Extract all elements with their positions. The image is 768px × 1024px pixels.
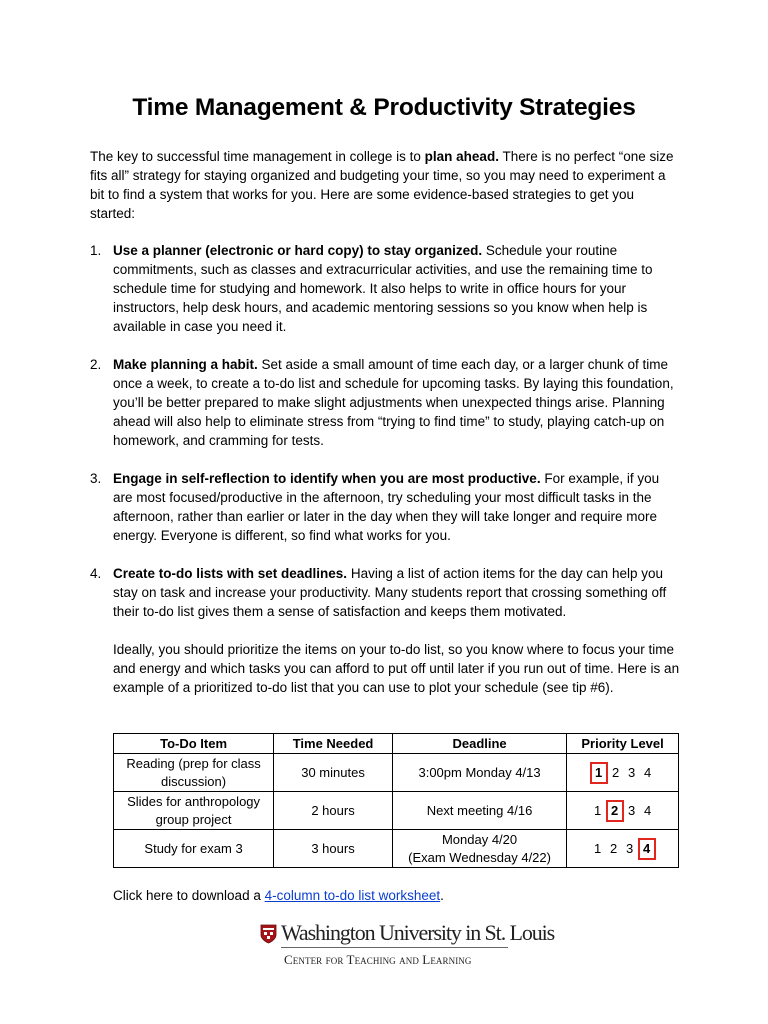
deadline-cell: Next meeting 4/16 <box>392 792 566 830</box>
table-row <box>114 830 679 868</box>
todo-table <box>113 733 679 868</box>
priority-level: 2 <box>609 840 618 856</box>
logo-divider <box>281 947 508 948</box>
priority-scale <box>590 800 656 822</box>
selected-priority-level: 2 <box>606 800 624 822</box>
priority-scale <box>590 838 656 860</box>
time-cell: 30 minutes <box>274 754 393 792</box>
item-text: Schedule your routine commitments, such as classes and extracurricular activities, and use the remaining time to schedule time for studying and homework. It also helps to write in office hours for your instructors, help desk hours, and academic mentoring sessions so you know when help is available in case you need it. <box>113 243 653 335</box>
table-row <box>114 792 679 830</box>
strategy-item-2 <box>90 355 682 450</box>
priority-level: 4 <box>643 764 652 780</box>
item-text: Set aside a small amount of time each day, or a larger chunk of time once a week, to create a to-do list and schedule for upcoming tasks. By laying this foundation, you’ll be better prepared to make slight adjustments when unexpected things arise. Planning ahead will also help to eliminate stress from “trying to find time” to study, playing catch-up on homework, and cramming for tests. <box>113 357 674 449</box>
item-heading: Make planning a habit. <box>113 357 258 372</box>
university-shield-icon <box>260 924 277 944</box>
item-text: For example, if you are most focused/productive in the afternoon, try scheduling your most difficult tasks in the afternoon, rather than earlier or later in the day when they will take longer and require more energy. Everyone is different, so find what works for you. <box>113 471 660 544</box>
priority-level: 3 <box>627 802 636 818</box>
priority-level: 4 <box>643 802 652 818</box>
deadline-cell: 3:00pm Monday 4/13 <box>392 754 566 792</box>
priority-level: 1 <box>593 840 602 856</box>
strategy-item-1 <box>90 241 682 336</box>
time-cell: 2 hours <box>274 792 393 830</box>
priority-level: 3 <box>627 764 636 780</box>
column-header: Deadline <box>392 734 566 754</box>
intro-emphasis: plan ahead. <box>424 149 499 164</box>
priority-cell <box>567 792 679 830</box>
page-title: Time Management & Productivity Strategies <box>132 94 636 121</box>
university-name: Washington University in St. Louis <box>281 920 555 945</box>
time-cell: 3 hours <box>274 830 393 868</box>
column-header: To-Do Item <box>114 734 274 754</box>
deadline-cell: Monday 4/20 (Exam Wednesday 4/22) <box>392 830 566 868</box>
column-header: Priority Level <box>567 734 679 754</box>
download-line: Click here to download a 4-column to-do list worksheet. <box>113 888 444 903</box>
strategy-item-4 <box>90 564 682 698</box>
university-logo <box>260 920 555 970</box>
todo-item-cell: Study for exam 3 <box>114 830 274 868</box>
table-row <box>114 754 679 792</box>
todo-item-cell: Reading (prep for class discussion) <box>114 754 274 792</box>
priority-cell <box>567 830 679 868</box>
selected-priority-level: 1 <box>590 762 608 784</box>
center-name: Center for Teaching and Learning <box>284 952 472 967</box>
intro-paragraph: The key to successful time management in college is to plan ahead. There is no perfect “one size fits all” strategy for staying organized and budgeting your time, so you may need to experiment a bit to find a system that works for you. Here are some evidence-based strategies to get you started: <box>90 149 674 222</box>
item-number: 3. <box>90 471 102 486</box>
selected-priority-level: 4 <box>638 838 656 860</box>
item-number: 2. <box>90 357 102 372</box>
priority-scale <box>590 762 656 784</box>
worksheet-download-link[interactable]: 4-column to-do list worksheet <box>264 888 441 903</box>
item-number: 1. <box>90 243 102 258</box>
item-heading: Engage in self-reflection to identify when you are most productive. <box>113 471 541 486</box>
column-header: Time Needed <box>274 734 393 754</box>
table-header-row <box>114 734 679 754</box>
priority-level: 1 <box>593 802 602 818</box>
priority-level: 3 <box>625 840 634 856</box>
item-text: Having a list of action items for the day can help you stay on task and increase your productivity. Many students report that crossing something off their to-do list gives them a sense of satisfaction and keeps them motivated. <box>113 566 667 620</box>
item-number: 4. <box>90 566 102 581</box>
priority-level: 2 <box>611 764 620 780</box>
item-extra-paragraph: Ideally, you should prioritize the items on your to-do list, so you know where to focus your time and energy and which tasks you can afford to put off until later if you run out of time. Here is an example of a prioritized to-do list that you can use to plot your schedule (see tip #6). <box>113 642 680 696</box>
priority-cell <box>567 754 679 792</box>
item-heading: Use a planner (electronic or hard copy) to stay organized. <box>113 243 483 258</box>
todo-item-cell: Slides for anthropology group project <box>114 792 274 830</box>
item-heading: Create to-do lists with set deadlines. <box>113 566 348 581</box>
strategy-item-3 <box>90 469 682 545</box>
